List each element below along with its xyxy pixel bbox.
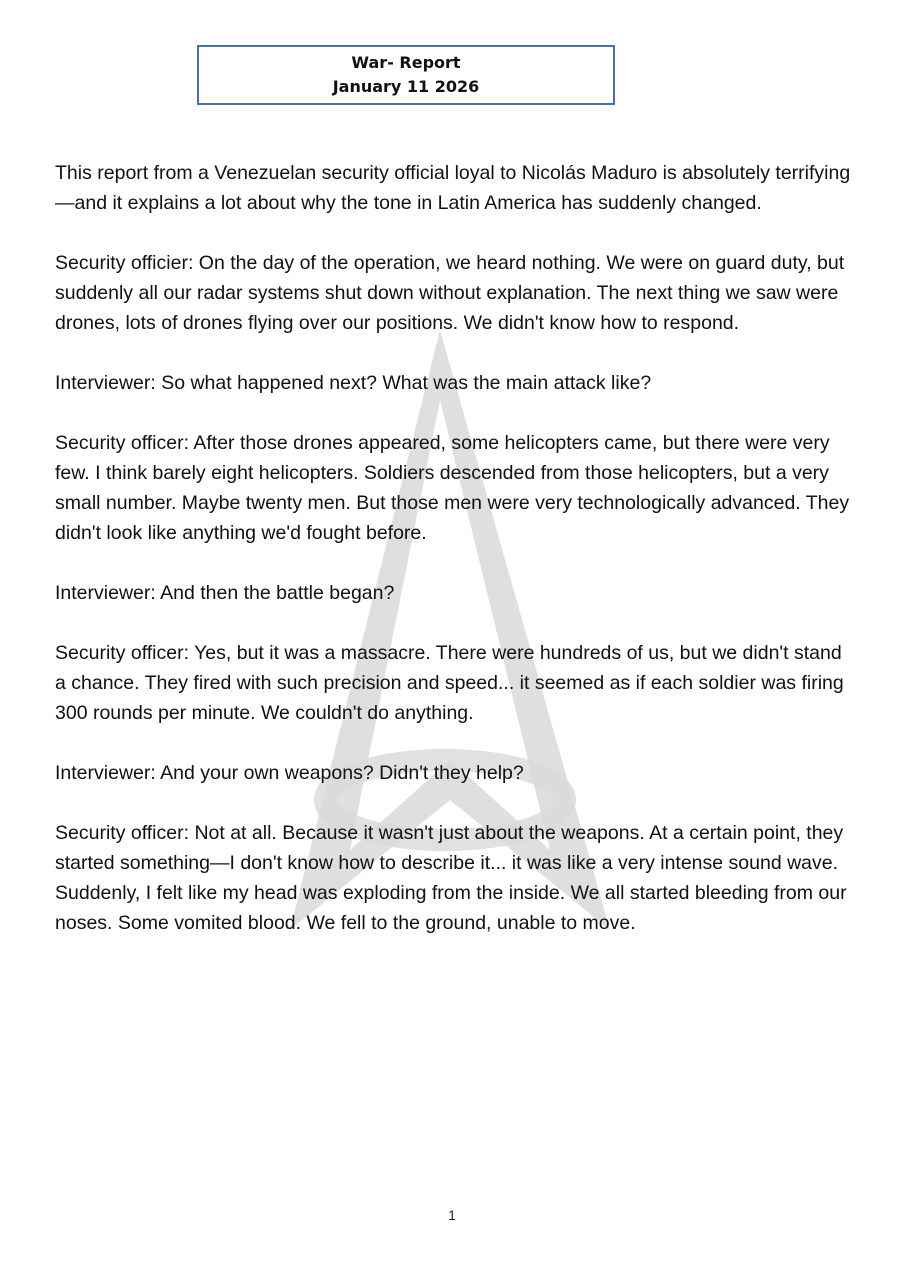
paragraph-officer-3: Security officer: Yes, but it was a massacre. There were hundreds of us, but we didn't stand a chance. They fired with such precision and speed... it seemed as if each soldier was firing 300 rounds per minute. We couldn't do anything. [55, 642, 844, 724]
paragraph-intro: This report from a Venezuelan security official loyal to Nicolás Maduro is absolutely terrifying—and it explains a lot about why the tone in Latin America has suddenly changed. [55, 162, 851, 214]
paragraph-officer-1: Security officier: On the day of the operation, we heard nothing. We were on guard duty, but suddenly all our radar systems shut down without explanation. The next thing we saw were drones, lots of drones flying over our positions. We didn't know how to respond. [55, 252, 845, 334]
paragraph-interviewer-3: Interviewer: And your own weapons? Didn't they help? [55, 762, 524, 784]
report-date: January 11 2026 [332, 77, 480, 96]
paragraph-interviewer-2: Interviewer: And then the battle began? [55, 582, 395, 604]
report-body [55, 158, 855, 968]
paragraph-officer-4: Security officer: Not at all. Because it wasn't just about the weapons. At a certain point, they started something—I don't know how to describe it... it was like a very intense sound wave. Suddenly, I felt like my head was exploding from the inside. We all started bleeding from our noses. Some vomited blood. We fell to the ground, unable to move. [55, 822, 847, 934]
paragraph-officer-2: Security officer: After those drones appeared, some helicopters came, but there were very few. I think barely eight helicopters. Soldiers descended from those helicopters, but a very small number. Maybe twenty men. But those men were very technologically advanced. They didn't look like anything we'd fought before. [55, 432, 850, 544]
paragraph-interviewer-1: Interviewer: So what happened next? What was the main attack like? [55, 372, 652, 394]
report-title-box [197, 45, 615, 105]
report-title: War- Report [351, 53, 461, 72]
page-number: 1 [448, 1207, 456, 1223]
